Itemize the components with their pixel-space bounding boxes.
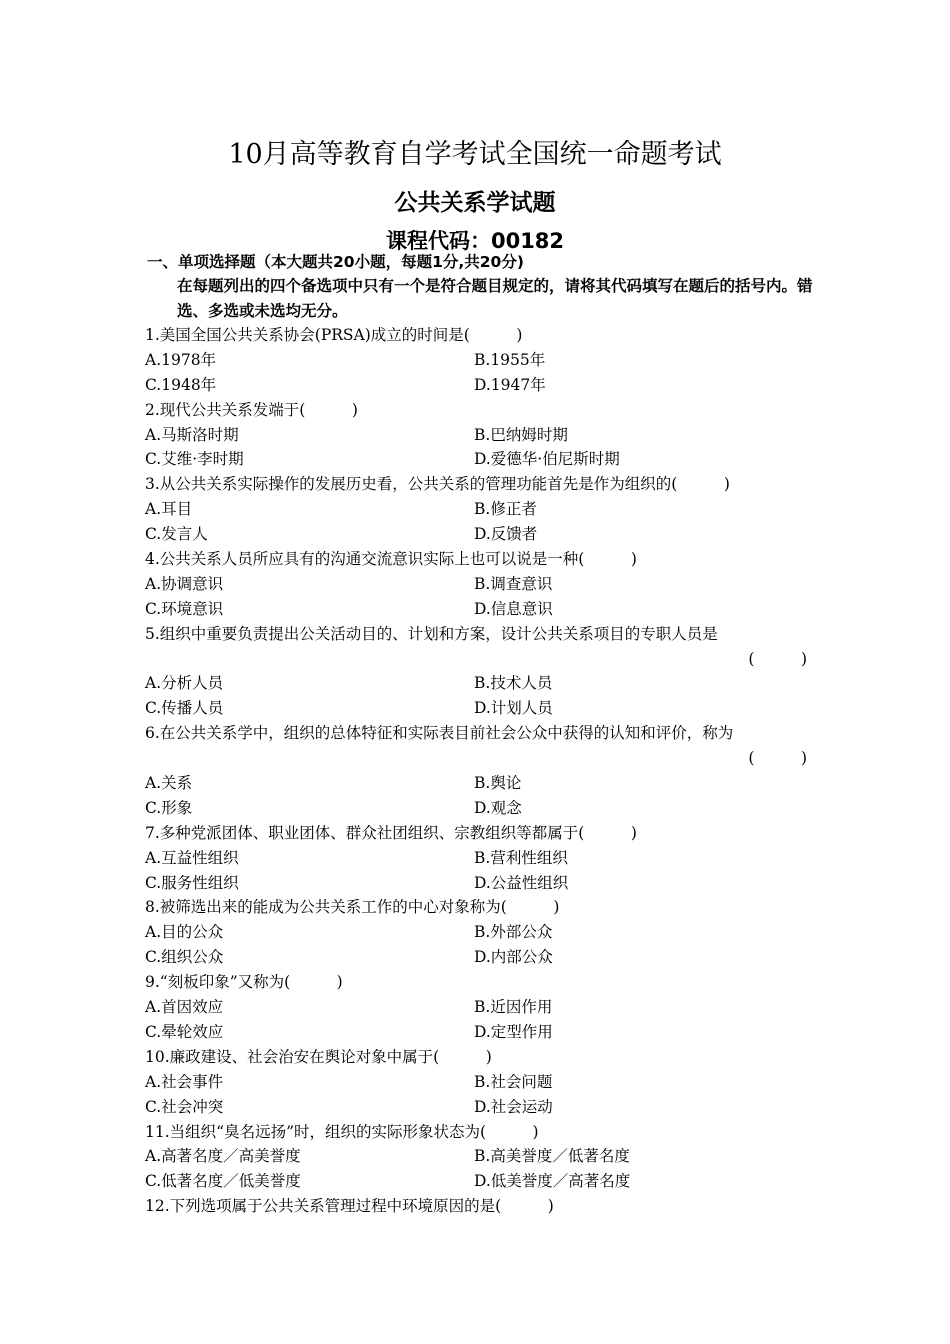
answer-option: C.服务性组织 (145, 873, 239, 892)
answer-option: C.传播人员 (145, 699, 224, 718)
answer-option: D.观念 (474, 798, 522, 817)
option-row (145, 1095, 815, 1120)
answer-option: D.信息意识 (474, 599, 553, 618)
answer-option: A.高著名度／高美誉度 (145, 1147, 301, 1166)
exam-subtitle: 公共关系学试题 (394, 190, 556, 216)
option-row (145, 1020, 815, 1045)
answer-option: B.近因作用 (474, 998, 553, 1017)
answer-option: C.艾维·李时期 (145, 450, 244, 469)
answer-option: B.外部公众 (474, 923, 553, 942)
course-code: 课程代码：00182 (385, 229, 565, 253)
answer-option: C.发言人 (145, 525, 208, 544)
answer-option: A.目的公众 (145, 923, 224, 942)
question-stem: 11.当组织“臭名远扬”时，组织的实际形象状态为( ) (145, 1122, 539, 1141)
question-stem: 6.在公共关系学中，组织的总体特征和实际表目前社会公众中获得的认知和评价，称为 (145, 724, 734, 743)
question-stem: 8.被筛选出来的能成为公共关系工作的中心对象称为( ) (145, 898, 560, 917)
answer-option: D.内部公众 (474, 948, 553, 967)
question-stem: 9.“刻板印象”又称为( ) (145, 973, 343, 992)
option-row (145, 373, 815, 398)
option-row (145, 671, 815, 696)
answer-option: A.1978年 (145, 350, 217, 369)
option-row (145, 771, 815, 796)
option-row (145, 696, 815, 721)
answer-option: C.环境意识 (145, 599, 224, 618)
option-row (145, 920, 815, 945)
answer-option: C.组织公众 (145, 948, 224, 967)
answer-option: A.社会事件 (145, 1072, 224, 1091)
answer-option: A.关系 (145, 774, 193, 793)
answer-option: D.定型作用 (474, 1022, 553, 1041)
answer-option: B.社会问题 (474, 1072, 553, 1091)
answer-option: B.1955年 (474, 350, 546, 369)
question-stem: 10.廉政建设、社会治安在舆论对象中属于( ) (145, 1047, 492, 1066)
option-row (145, 1070, 815, 1095)
question-list (145, 323, 815, 1219)
answer-option: D.公益性组织 (474, 873, 569, 892)
answer-option: B.调查意识 (474, 574, 553, 593)
option-row (145, 348, 815, 373)
option-row (145, 423, 815, 448)
option-row (145, 497, 815, 522)
option-row (145, 1169, 815, 1194)
answer-option: B.营利性组织 (474, 848, 568, 867)
option-row (145, 846, 815, 871)
answer-option: A.分析人员 (145, 674, 224, 693)
answer-option: B.高美誉度／低著名度 (474, 1147, 630, 1166)
answer-option: A.协调意识 (145, 574, 224, 593)
answer-option: D.低美誉度／高著名度 (474, 1172, 631, 1191)
option-row (145, 871, 815, 896)
question-stem: 1.美国全国公共关系协会(PRSA)成立的时间是( ) (145, 326, 523, 344)
option-row (145, 572, 815, 597)
section-heading: 一、单项选择题（本大题共20小题，每题1分,共20分) (147, 253, 524, 271)
question-stem: 7.多种党派团体、职业团体、群众社团组织、宗教组织等都属于( ) (145, 823, 637, 842)
option-row (145, 945, 815, 970)
answer-option: A.首因效应 (145, 998, 224, 1017)
answer-option: C.社会冲突 (145, 1097, 224, 1116)
option-row (145, 995, 815, 1020)
answer-option: C.晕轮效应 (145, 1022, 224, 1041)
answer-option: B.巴纳姆时期 (474, 425, 568, 444)
option-row (145, 597, 815, 622)
option-row (145, 522, 815, 547)
answer-parenthesis: ( ) (748, 749, 807, 768)
answer-option: A.互益性组织 (145, 848, 239, 867)
answer-option: D.爱德华·伯尼斯时期 (474, 450, 620, 469)
answer-option: C.低著名度／低美誉度 (145, 1172, 301, 1191)
option-row (145, 796, 815, 821)
section-instructions: 在每题列出的四个备选项中只有一个是符合题目规定的，请将其代码填写在题后的括号内。错选、多选或未选均无分。 (177, 277, 813, 320)
option-row (145, 1144, 815, 1169)
answer-option: D.反馈者 (474, 525, 538, 544)
answer-option: B.舆论 (474, 774, 522, 793)
answer-option: D.1947年 (474, 375, 546, 394)
answer-option: C.形象 (145, 798, 193, 817)
answer-parenthesis: ( ) (748, 649, 807, 668)
option-row (145, 447, 815, 472)
answer-option: D.计划人员 (474, 699, 553, 718)
question-stem: 5.组织中重要负责提出公关活动目的、计划和方案，设计公共关系项目的专职人员是 (145, 624, 718, 643)
answer-option: C.1948年 (145, 375, 217, 394)
exam-title: 10月高等教育自学考试全国统一命题考试 (228, 139, 722, 170)
question-stem: 3.从公共关系实际操作的发展历史看，公共关系的管理功能首先是作为组织的( ) (145, 475, 730, 494)
question-stem: 2.现代公共关系发端于( ) (145, 400, 358, 419)
answer-option: B.技术人员 (474, 674, 553, 693)
answer-option: A.耳目 (145, 500, 193, 519)
question-stem: 4.公共关系人员所应具有的沟通交流意识实际上也可以说是一种( ) (145, 550, 637, 569)
answer-option: D.社会运动 (474, 1097, 553, 1116)
question-stem: 12.下列选项属于公共关系管理过程中环境原因的是( ) (145, 1197, 554, 1216)
answer-option: A.马斯洛时期 (145, 425, 239, 444)
answer-option: B.修正者 (474, 500, 537, 519)
